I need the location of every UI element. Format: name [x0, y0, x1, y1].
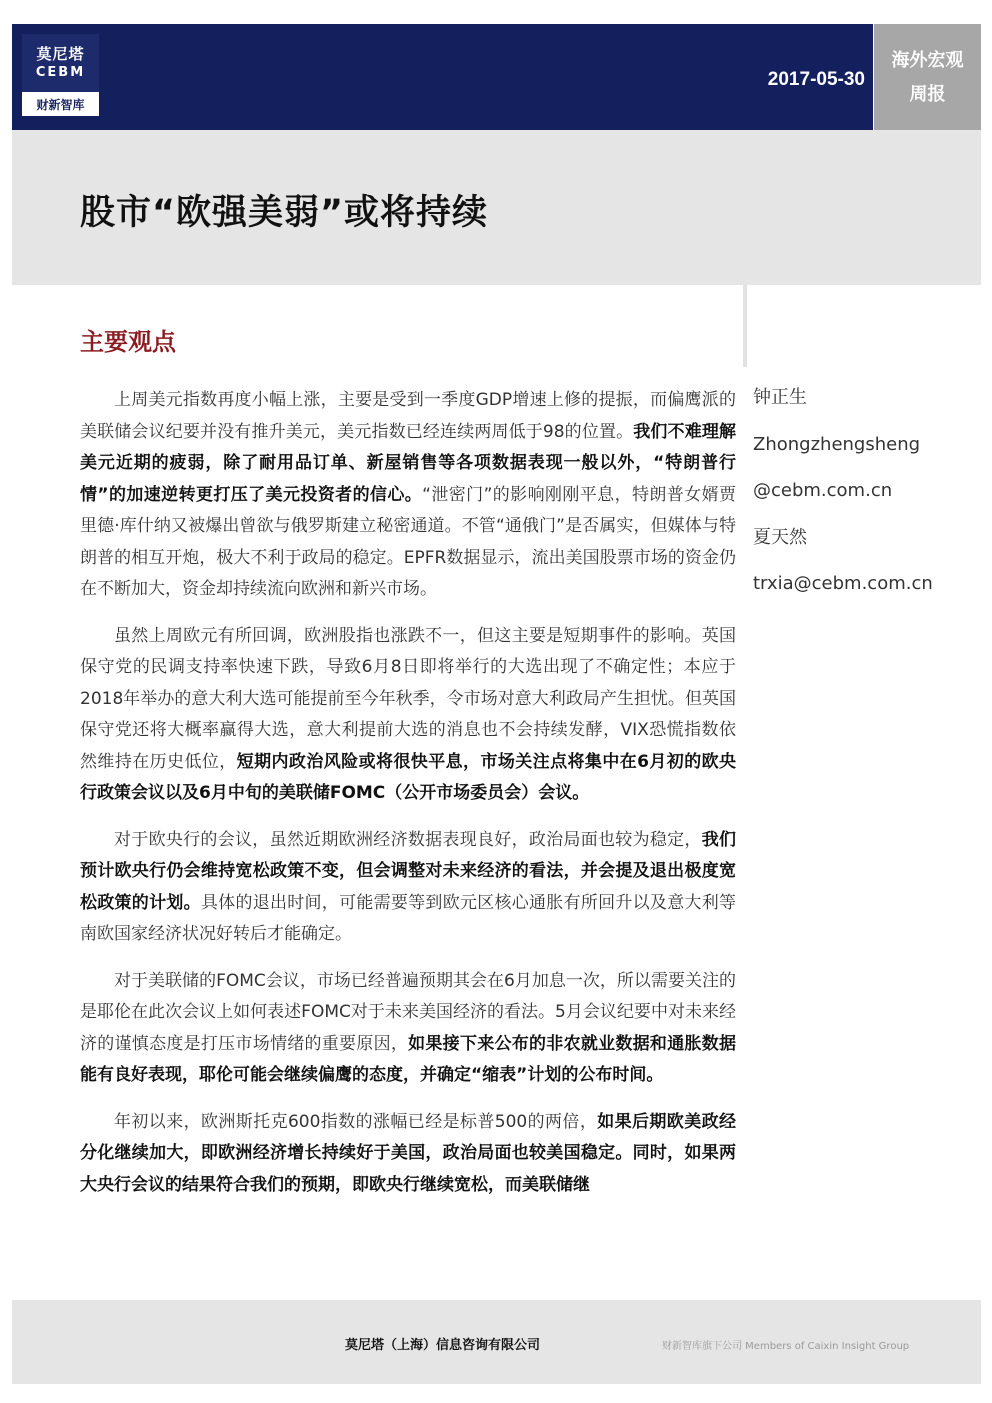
author-info — [753, 383, 981, 616]
logo-en: CEBM — [35, 65, 86, 80]
footer-member-note: 财新智库旗下公司 Members of Caixin Insight Group — [662, 1341, 910, 1352]
cebm-logo — [22, 34, 99, 116]
page-title: 股市“欧强美弱”或将持续 — [80, 193, 489, 233]
p3-bold: 我们预计欧央行仍会维持宽松政策不变，但会调整对未来经济的看法，并会提及退出极度宽松政策的计划。 — [80, 829, 737, 913]
report-type-badge — [874, 24, 981, 130]
p5-text-a: 年初以来，欧洲斯托克600指数的涨幅已经是标普500的两倍， — [114, 1111, 598, 1132]
p3-text-c: 具体的退出时间，可能需要等到欧元区核心通胀有所回升以及意大利等南欧国家经济状况好转后才能确定。 — [80, 892, 737, 944]
author-1-name: 钟正生 — [753, 387, 807, 408]
author-1-email-user: Zhongzhengsheng — [753, 433, 921, 455]
main-body — [80, 385, 736, 1216]
author-2-email: trxia@cebm.com.cn — [753, 573, 933, 594]
logo-cn: 莫尼塔 — [36, 45, 85, 63]
p4-text-a: 对于美联储的FOMC会议，市场已经普遍预期其会在6月加息一次，所以需要关注的是耶伦在此次会议上如何表述FOMC对于未来美国经济的看法。5月会议纪要中对未来经济的谨慎态度是打压市场情绪的重要原因， — [80, 970, 736, 1054]
header-bar — [12, 24, 873, 130]
paragraph-2 — [80, 621, 736, 810]
paragraph-1 — [80, 385, 736, 606]
p2-text-a: 虽然上周欧元有所回调，欧洲股指也涨跌不一，但这主要是短期事件的影响。英国保守党的民调支持率快速下跌，导致6月8日即将举行的大选出现了不确定性；本应于2018年举办的意大利大选可能提前至今年秋季，令市场对意大利政局产生担忧。但英国保守党还将大概率赢得大选，意大利提前大选的消息也不会持续发酵，VIX恐慌指数依然维持在历史低位， — [80, 625, 736, 772]
badge-line-2: 周报 — [909, 84, 946, 105]
paragraph-5 — [80, 1107, 736, 1202]
p1-text-c: “泄密门”的影响刚刚平息，特朗普女婿贾里德·库什纳又被爆出曾欲与俄罗斯建立秘密通道。不管“通俄门”是否属实，但媒体与特朗普的相互开炮，极大不利于政局的稳定。EPFR数据显示，流出美国股票市场的资金仍在不断加大，资金却持续流向欧洲和新兴市场。 — [80, 484, 736, 599]
paragraph-4 — [80, 966, 736, 1092]
author-1-email-domain: @cebm.com.cn — [753, 480, 893, 501]
p2-bold: 短期内政治风险或将很快平息，市场关注点将集中在6月初的欧央行政策会议以及6月中旬的美联储FOMC（公开市场委员会）会议。 — [80, 751, 737, 803]
p3-text-a: 对于欧央行的会议，虽然近期欧洲经济数据表现良好，政治局面也较为稳定， — [114, 829, 702, 850]
section-heading: 主要观点 — [80, 328, 176, 356]
paragraph-3 — [80, 825, 736, 951]
logo-top — [22, 34, 99, 92]
title-band — [12, 130, 981, 285]
logo-sub: 财新智库 — [36, 98, 85, 112]
badge-line-1: 海外宏观 — [891, 50, 964, 71]
footer-company: 莫尼塔（上海）信息咨询有限公司 — [345, 1338, 541, 1353]
p1-text-a: 上周美元指数再度小幅上涨，主要是受到一季度GDP增速上修的提振，而偏鹰派的美联储会议纪要并没有推升美元，美元指数已经连续两周低于98的位置。 — [80, 390, 736, 442]
report-date: 2017-05-30 — [767, 69, 865, 90]
author-2-name: 夏天然 — [753, 526, 807, 548]
p4-bold: 如果接下来公布的非农就业数据和通胀数据能有良好表现，耶伦可能会继续偏鹰的态度，并确定“缩表”计划的公布时间。 — [80, 1033, 737, 1085]
vertical-divider — [743, 285, 747, 367]
footer — [12, 1300, 981, 1384]
p1-bold: 我们不难理解美元近期的疲弱，除了耐用品订单、新屋销售等各项数据表现一般以外，“特朗普行情”的加速逆转更打压了美元投资者的信心。 — [80, 421, 736, 505]
p5-bold: 如果后期欧美政经分化继续加大，即欧洲经济增长持续好于美国，政治局面也较美国稳定。同时，如果两大央行会议的结果符合我们的预期，即欧央行继续宽松，而美联储继 — [80, 1111, 736, 1195]
